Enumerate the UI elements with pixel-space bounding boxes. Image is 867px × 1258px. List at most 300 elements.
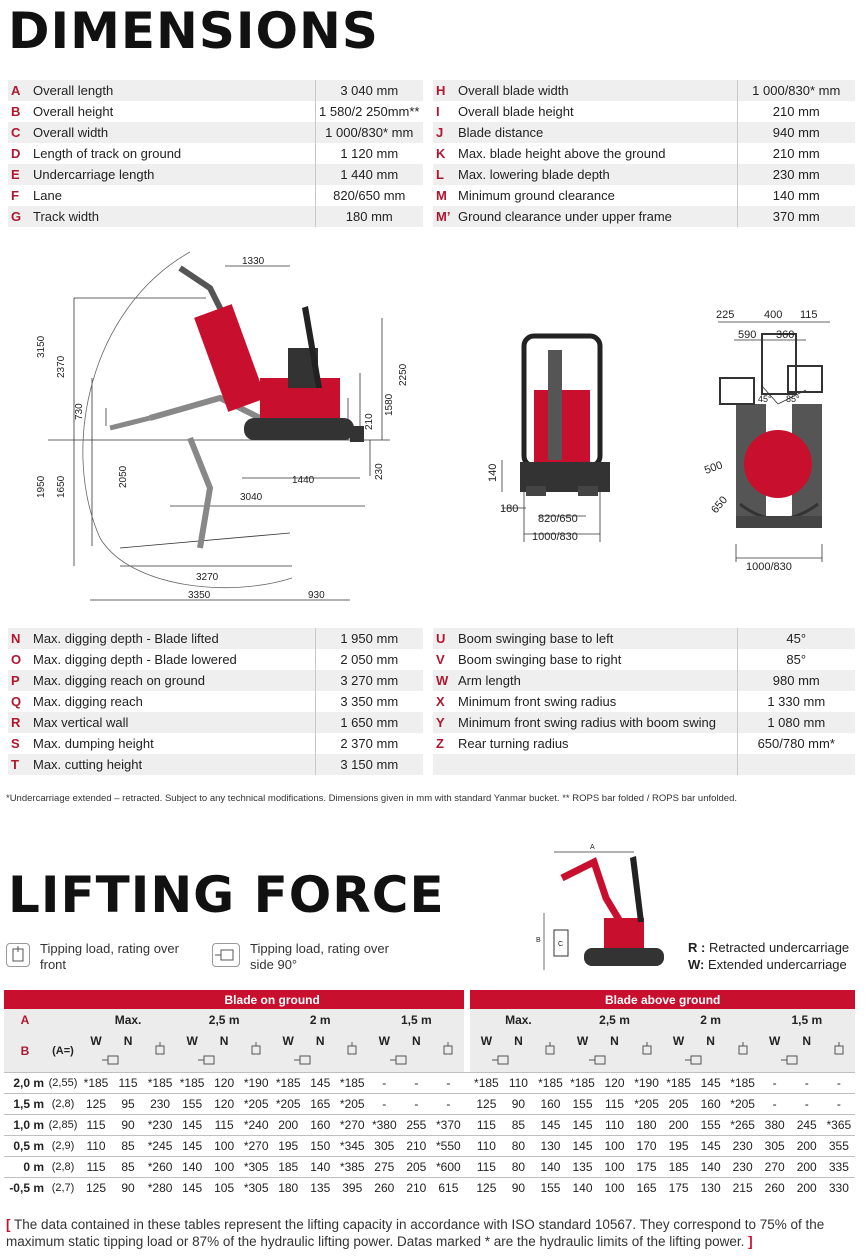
lifting-note bbox=[6, 1216, 856, 1250]
lift-value: 110 bbox=[470, 1135, 502, 1156]
lift-value: *185 bbox=[663, 1072, 695, 1093]
lift-value: 330 bbox=[823, 1177, 855, 1198]
dim-label-3150: 3150 bbox=[36, 335, 47, 358]
note-bracket-open: [ bbox=[6, 1217, 11, 1232]
top-label-400: 400 bbox=[764, 309, 783, 321]
spec-label: Max. digging depth - Blade lowered bbox=[33, 652, 237, 667]
legend-retracted-text: Retracted undercarriage bbox=[708, 940, 850, 955]
col-w: W bbox=[759, 1030, 791, 1051]
col-n: N bbox=[695, 1030, 727, 1051]
lift-value: 100 bbox=[208, 1156, 240, 1177]
top-label-1000-830: 1000/830 bbox=[746, 561, 792, 573]
col-group-label: 2 m bbox=[663, 1009, 759, 1030]
spec-value: 1 650 mm bbox=[315, 712, 423, 733]
mini-label-c: C bbox=[558, 941, 564, 948]
front-label-140: 140 bbox=[487, 463, 499, 482]
spec-value: 3 350 mm bbox=[315, 691, 423, 712]
lift-value: 305 bbox=[368, 1135, 400, 1156]
lift-value: 145 bbox=[566, 1135, 598, 1156]
lift-value: 120 bbox=[599, 1072, 631, 1093]
lift-value: 140 bbox=[176, 1156, 208, 1177]
spec-letter: X bbox=[436, 694, 445, 709]
spec-letter: M’ bbox=[433, 206, 455, 227]
lift-reach-value: (2,9) bbox=[46, 1135, 80, 1156]
lift-height-label: 0 m bbox=[4, 1156, 46, 1177]
spec-letter: J bbox=[433, 122, 455, 143]
spec-value: 1 440 mm bbox=[315, 164, 423, 185]
lift-value: 185 bbox=[272, 1156, 304, 1177]
spec-value: 2 050 mm bbox=[315, 649, 423, 670]
spec-row bbox=[433, 712, 855, 733]
spec-row bbox=[433, 80, 855, 101]
lift-data-row bbox=[4, 1114, 855, 1135]
spec-label: Max. digging reach on ground bbox=[30, 670, 315, 691]
spec-row bbox=[8, 691, 423, 712]
spec-row bbox=[8, 185, 423, 206]
lift-value: 170 bbox=[631, 1135, 663, 1156]
spec-label: Overall height bbox=[33, 104, 114, 119]
lift-value: 80 bbox=[502, 1156, 534, 1177]
lift-value: *365 bbox=[823, 1114, 855, 1135]
lift-value: 270 bbox=[759, 1156, 791, 1177]
lift-value: *370 bbox=[432, 1114, 464, 1135]
lift-value: 395 bbox=[336, 1177, 368, 1198]
lift-value: *270 bbox=[240, 1135, 272, 1156]
spec-row bbox=[433, 628, 855, 649]
spec-label: Blade distance bbox=[455, 122, 737, 143]
spec-row bbox=[8, 164, 423, 185]
tipping-side-icon bbox=[272, 1051, 336, 1072]
lift-value: 380 bbox=[759, 1114, 791, 1135]
legend-extended-text: Extended undercarriage bbox=[708, 957, 847, 972]
lift-value: 115 bbox=[208, 1114, 240, 1135]
top-label-225: 225 bbox=[716, 309, 735, 321]
lift-value: 135 bbox=[566, 1156, 598, 1177]
lift-value: *230 bbox=[144, 1114, 176, 1135]
lift-value: 165 bbox=[631, 1177, 663, 1198]
tipping-front-icon bbox=[6, 943, 30, 967]
lift-value: 260 bbox=[759, 1177, 791, 1198]
lift-value: 150 bbox=[304, 1135, 336, 1156]
top-label-115: 115 bbox=[800, 309, 818, 321]
lift-value: *185 bbox=[727, 1072, 759, 1093]
lift-value: 115 bbox=[470, 1156, 502, 1177]
lift-value: - bbox=[368, 1093, 400, 1114]
spec-value: 140 mm bbox=[737, 185, 855, 206]
lift-height-label: 0,5 m bbox=[4, 1135, 46, 1156]
spec-label: Arm length bbox=[455, 670, 737, 691]
lift-header-row-a bbox=[4, 1009, 855, 1030]
col-n: N bbox=[112, 1030, 144, 1051]
lift-value: *260 bbox=[144, 1156, 176, 1177]
lift-value: 335 bbox=[823, 1156, 855, 1177]
lift-value: 90 bbox=[502, 1093, 534, 1114]
lift-value: 125 bbox=[470, 1093, 502, 1114]
spec-value: 1 080 mm bbox=[737, 712, 855, 733]
lift-value: 145 bbox=[176, 1114, 208, 1135]
lift-value: 185 bbox=[663, 1156, 695, 1177]
tipping-side-icon bbox=[212, 943, 240, 967]
tipping-side-icon bbox=[470, 1051, 534, 1072]
lift-value: *185 bbox=[272, 1072, 304, 1093]
lift-value: - bbox=[368, 1072, 400, 1093]
lift-value: 115 bbox=[599, 1093, 631, 1114]
tipping-front-icon bbox=[432, 1030, 464, 1072]
spec-letter: Y bbox=[433, 712, 455, 733]
spec-label: Overall length bbox=[30, 80, 315, 101]
lift-value: 200 bbox=[791, 1135, 823, 1156]
lift-value: *240 bbox=[240, 1114, 272, 1135]
top-label-45: 45° bbox=[758, 394, 772, 404]
lift-value: 260 bbox=[368, 1177, 400, 1198]
col-group-label: 2,5 m bbox=[566, 1009, 662, 1030]
side-view-diagram bbox=[30, 248, 410, 610]
dim-label-3350: 3350 bbox=[188, 590, 211, 601]
lift-value: - bbox=[400, 1072, 432, 1093]
spec-value: 3 040 mm bbox=[315, 80, 423, 101]
empty-cell bbox=[46, 1009, 80, 1030]
spec-label: Overall width bbox=[30, 122, 315, 143]
tipping-front-icon bbox=[727, 1030, 759, 1072]
col-n: N bbox=[304, 1030, 336, 1051]
col-w: W bbox=[272, 1030, 304, 1051]
lift-value: 275 bbox=[368, 1156, 400, 1177]
lift-value: 140 bbox=[566, 1177, 598, 1198]
lift-height-label: 2,0 m bbox=[4, 1072, 46, 1093]
lift-reach-value: (2,7) bbox=[46, 1177, 80, 1198]
lift-value: *550 bbox=[432, 1135, 464, 1156]
spec-row bbox=[8, 628, 423, 649]
lift-value: 195 bbox=[272, 1135, 304, 1156]
spec-label: Lane bbox=[33, 188, 62, 203]
spec-value: 1 000/830* mm bbox=[737, 80, 855, 101]
lift-value: 115 bbox=[80, 1114, 112, 1135]
lift-reach-value: (2,55) bbox=[46, 1072, 80, 1093]
lift-value: *345 bbox=[336, 1135, 368, 1156]
lift-value: 140 bbox=[534, 1156, 566, 1177]
lift-value: 140 bbox=[695, 1156, 727, 1177]
lift-value: 125 bbox=[470, 1177, 502, 1198]
spec-letter: S bbox=[11, 736, 20, 751]
dim-label-2370: 2370 bbox=[56, 355, 67, 378]
dim-label-2050: 2050 bbox=[118, 465, 129, 488]
lift-header-row-wn bbox=[4, 1030, 855, 1051]
col-w: W bbox=[566, 1030, 598, 1051]
tipping-side-icon bbox=[368, 1051, 432, 1072]
spec-letter: M bbox=[436, 188, 447, 203]
lift-value: 210 bbox=[400, 1177, 432, 1198]
col-group-label: 1,5 m bbox=[368, 1009, 464, 1030]
lift-value: 155 bbox=[534, 1177, 566, 1198]
spec-row bbox=[433, 164, 855, 185]
lift-value: 145 bbox=[176, 1177, 208, 1198]
lifting-force-title: LIFTING FORCE bbox=[8, 866, 445, 924]
lift-value: 90 bbox=[112, 1114, 144, 1135]
tipping-side-icon bbox=[759, 1051, 823, 1072]
spec-row bbox=[433, 206, 855, 227]
lift-value: *185 bbox=[176, 1072, 208, 1093]
col-w: W bbox=[663, 1030, 695, 1051]
front-label-820-650: 820/650 bbox=[538, 513, 578, 525]
spec-value: 370 mm bbox=[737, 206, 855, 227]
spec-label: Boom swinging base to left bbox=[455, 628, 737, 649]
row-a-label: A bbox=[4, 1009, 46, 1030]
group-blade-on-ground: Blade on ground bbox=[80, 990, 464, 1009]
spec-letter: H bbox=[433, 80, 455, 101]
col-group-label: Max. bbox=[80, 1009, 176, 1030]
lift-value: 120 bbox=[208, 1072, 240, 1093]
lift-value: *305 bbox=[240, 1156, 272, 1177]
legend-extended bbox=[688, 957, 847, 972]
tipping-front-icon bbox=[823, 1030, 855, 1072]
lift-value: *205 bbox=[272, 1093, 304, 1114]
dimensions-title: DIMENSIONS bbox=[8, 2, 379, 60]
spec-table-dimensions-right bbox=[433, 80, 855, 227]
lift-value: 615 bbox=[432, 1177, 464, 1198]
lift-value: 160 bbox=[695, 1093, 727, 1114]
spec-letter: B bbox=[11, 104, 21, 119]
tipping-side-icon bbox=[80, 1051, 144, 1072]
spec-row bbox=[433, 670, 855, 691]
lift-value: 215 bbox=[727, 1177, 759, 1198]
lift-value: 145 bbox=[304, 1072, 336, 1093]
legend-retracted bbox=[688, 940, 849, 955]
lift-value: 85 bbox=[112, 1135, 144, 1156]
lift-data-row bbox=[4, 1156, 855, 1177]
lift-value: *205 bbox=[727, 1093, 759, 1114]
lift-height-label: 1,5 m bbox=[4, 1093, 46, 1114]
lift-value: 255 bbox=[400, 1114, 432, 1135]
lift-value: *185 bbox=[470, 1072, 502, 1093]
spec-value: 210 mm bbox=[737, 101, 855, 122]
tipping-front-icon bbox=[631, 1030, 663, 1072]
lift-value: - bbox=[432, 1072, 464, 1093]
dim-label-1440: 1440 bbox=[292, 475, 315, 486]
lift-value: 200 bbox=[791, 1177, 823, 1198]
lift-value: *205 bbox=[240, 1093, 272, 1114]
col-group-label: 2,5 m bbox=[176, 1009, 272, 1030]
spec-row bbox=[8, 80, 423, 101]
lift-value: - bbox=[759, 1093, 791, 1114]
dim-label-1580: 1580 bbox=[384, 393, 395, 416]
lift-value: 145 bbox=[176, 1135, 208, 1156]
spec-letter bbox=[433, 754, 455, 775]
spec-row bbox=[433, 733, 855, 754]
spec-letter: V bbox=[436, 652, 445, 667]
lift-value: 145 bbox=[695, 1135, 727, 1156]
lift-value: 200 bbox=[663, 1114, 695, 1135]
lift-value: - bbox=[823, 1072, 855, 1093]
spec-label: Minimum front swing radius bbox=[458, 694, 617, 709]
lift-value: *185 bbox=[566, 1072, 598, 1093]
lift-value: 100 bbox=[208, 1135, 240, 1156]
col-w: W bbox=[368, 1030, 400, 1051]
lift-value: 155 bbox=[566, 1093, 598, 1114]
lift-data-row bbox=[4, 1072, 855, 1093]
spec-letter: D bbox=[11, 146, 21, 161]
spec-label: Boom swinging base to right bbox=[458, 652, 622, 667]
spec-label: Overall blade width bbox=[455, 80, 737, 101]
lifting-mini-diagram bbox=[534, 838, 674, 980]
lift-value: 90 bbox=[112, 1177, 144, 1198]
lift-value: 115 bbox=[80, 1156, 112, 1177]
col-n: N bbox=[791, 1030, 823, 1051]
spec-row bbox=[433, 122, 855, 143]
lift-value: 165 bbox=[304, 1093, 336, 1114]
lift-value: 135 bbox=[304, 1177, 336, 1198]
lift-value: 175 bbox=[663, 1177, 695, 1198]
lift-data-row bbox=[4, 1177, 855, 1198]
lift-value: 125 bbox=[80, 1177, 112, 1198]
lift-value: 130 bbox=[534, 1135, 566, 1156]
col-w: W bbox=[470, 1030, 502, 1051]
lift-value: *270 bbox=[336, 1114, 368, 1135]
lift-value: 230 bbox=[144, 1093, 176, 1114]
lift-value: *265 bbox=[727, 1114, 759, 1135]
spec-letter: G bbox=[8, 206, 30, 227]
lift-value: 110 bbox=[599, 1114, 631, 1135]
lift-value: 100 bbox=[599, 1135, 631, 1156]
spec-label: Ground clearance under upper frame bbox=[455, 206, 737, 227]
lift-value: 195 bbox=[663, 1135, 695, 1156]
lift-value: - bbox=[823, 1093, 855, 1114]
spec-label: Max. digging reach bbox=[33, 694, 143, 709]
spec-value: 820/650 mm bbox=[315, 185, 423, 206]
lift-reach-value: (2,8) bbox=[46, 1156, 80, 1177]
spec-value: 180 mm bbox=[315, 206, 423, 227]
dimensions-footnote: *Undercarriage extended – retracted. Subject to any technical modifications. Dimensions given in mm with standard Yanmar bucket. ** ROPS bar folded / ROPS bar unfolded. bbox=[6, 793, 737, 804]
spec-label: Track width bbox=[30, 206, 315, 227]
lift-group-header bbox=[4, 990, 855, 1009]
lift-value: *205 bbox=[336, 1093, 368, 1114]
lift-value: 160 bbox=[534, 1093, 566, 1114]
spec-value: 1 120 mm bbox=[315, 143, 423, 164]
lift-reach-value: (2,85) bbox=[46, 1114, 80, 1135]
lifting-force-table bbox=[4, 990, 855, 1198]
lift-value: 100 bbox=[599, 1177, 631, 1198]
spec-row bbox=[8, 206, 423, 227]
dim-label-730: 730 bbox=[74, 403, 85, 420]
lift-value: *600 bbox=[432, 1156, 464, 1177]
front-label-180: 180 bbox=[500, 503, 519, 515]
lift-value: 355 bbox=[823, 1135, 855, 1156]
top-label-85: 85° bbox=[786, 394, 800, 404]
spec-label: Overall blade height bbox=[458, 104, 574, 119]
col-w: W bbox=[80, 1030, 112, 1051]
spec-letter: T bbox=[8, 754, 30, 775]
lift-value: 80 bbox=[502, 1135, 534, 1156]
col-group-label: 2 m bbox=[272, 1009, 368, 1030]
mini-label-b: B bbox=[536, 937, 541, 944]
top-view-diagram bbox=[700, 304, 860, 576]
spec-value: 3 270 mm bbox=[315, 670, 423, 691]
spec-value: 45° bbox=[737, 628, 855, 649]
lift-value: 155 bbox=[176, 1093, 208, 1114]
a-equals-label: (A=) bbox=[46, 1030, 80, 1072]
front-label-1000-830: 1000/830 bbox=[532, 531, 578, 543]
lift-value: *185 bbox=[336, 1072, 368, 1093]
legend-side bbox=[212, 941, 412, 975]
spec-row bbox=[8, 712, 423, 733]
spec-row bbox=[8, 143, 423, 164]
spec-value: 940 mm bbox=[737, 122, 855, 143]
lift-value: 205 bbox=[400, 1156, 432, 1177]
lift-value: 85 bbox=[112, 1156, 144, 1177]
spec-value: 1 950 mm bbox=[315, 628, 423, 649]
top-label-650: 650 bbox=[709, 494, 731, 516]
front-view-diagram bbox=[482, 330, 612, 550]
spec-letter: A bbox=[8, 80, 30, 101]
spec-letter: Z bbox=[436, 736, 444, 751]
lift-height-label: -0,5 m bbox=[4, 1177, 46, 1198]
lift-value: 245 bbox=[791, 1114, 823, 1135]
col-group-label: 1,5 m bbox=[759, 1009, 855, 1030]
dim-label-3040: 3040 bbox=[240, 492, 263, 503]
spec-row bbox=[433, 754, 855, 775]
spec-label: Max. cutting height bbox=[30, 754, 315, 775]
spec-label: Minimum ground clearance bbox=[458, 188, 615, 203]
spec-letter: K bbox=[436, 146, 446, 161]
dim-label-230: 230 bbox=[374, 463, 385, 480]
spec-letter: F bbox=[11, 188, 19, 203]
spec-label: Max. dumping height bbox=[33, 736, 154, 751]
lift-value: *190 bbox=[240, 1072, 272, 1093]
lift-value: 85 bbox=[502, 1114, 534, 1135]
group-blade-above-ground: Blade above ground bbox=[470, 990, 855, 1009]
lift-value: 100 bbox=[599, 1156, 631, 1177]
lift-value: 200 bbox=[791, 1156, 823, 1177]
col-n: N bbox=[400, 1030, 432, 1051]
spec-value: 230 mm bbox=[737, 164, 855, 185]
spec-label: Minimum front swing radius with boom swing bbox=[455, 712, 737, 733]
spec-letter: O bbox=[11, 652, 22, 667]
lift-value: *185 bbox=[534, 1072, 566, 1093]
lift-data-row bbox=[4, 1093, 855, 1114]
lift-height-label: 1,0 m bbox=[4, 1114, 46, 1135]
spec-row bbox=[8, 122, 423, 143]
col-n: N bbox=[208, 1030, 240, 1051]
lift-value: - bbox=[791, 1072, 823, 1093]
dim-label-210: 210 bbox=[364, 413, 375, 430]
lift-value: 115 bbox=[112, 1072, 144, 1093]
lift-value: 230 bbox=[727, 1156, 759, 1177]
spec-label: Rear turning radius bbox=[458, 736, 569, 751]
lift-value: *385 bbox=[336, 1156, 368, 1177]
spec-row bbox=[433, 143, 855, 164]
legend-front-text: Tipping load, rating over front bbox=[40, 941, 179, 972]
lift-value: 145 bbox=[695, 1072, 727, 1093]
lift-value: 180 bbox=[631, 1114, 663, 1135]
spec-value: 980 mm bbox=[737, 670, 855, 691]
spec-row bbox=[433, 649, 855, 670]
spec-value: 1 330 mm bbox=[737, 691, 855, 712]
lift-value: 200 bbox=[272, 1114, 304, 1135]
spec-value: 1 580/2 250mm** bbox=[315, 101, 423, 122]
tipping-front-icon bbox=[534, 1030, 566, 1072]
spec-row bbox=[8, 101, 423, 122]
top-label-590: 590 bbox=[738, 329, 757, 341]
mini-label-a: A bbox=[590, 844, 595, 851]
lift-value: 110 bbox=[80, 1135, 112, 1156]
spec-label: Max. lowering blade depth bbox=[455, 164, 737, 185]
dim-label-1650: 1650 bbox=[56, 475, 67, 498]
lift-data-row bbox=[4, 1135, 855, 1156]
col-n: N bbox=[502, 1030, 534, 1051]
spec-row bbox=[8, 733, 423, 754]
lift-value: *245 bbox=[144, 1135, 176, 1156]
spec-value: 1 000/830* mm bbox=[315, 122, 423, 143]
lift-value: 105 bbox=[208, 1177, 240, 1198]
